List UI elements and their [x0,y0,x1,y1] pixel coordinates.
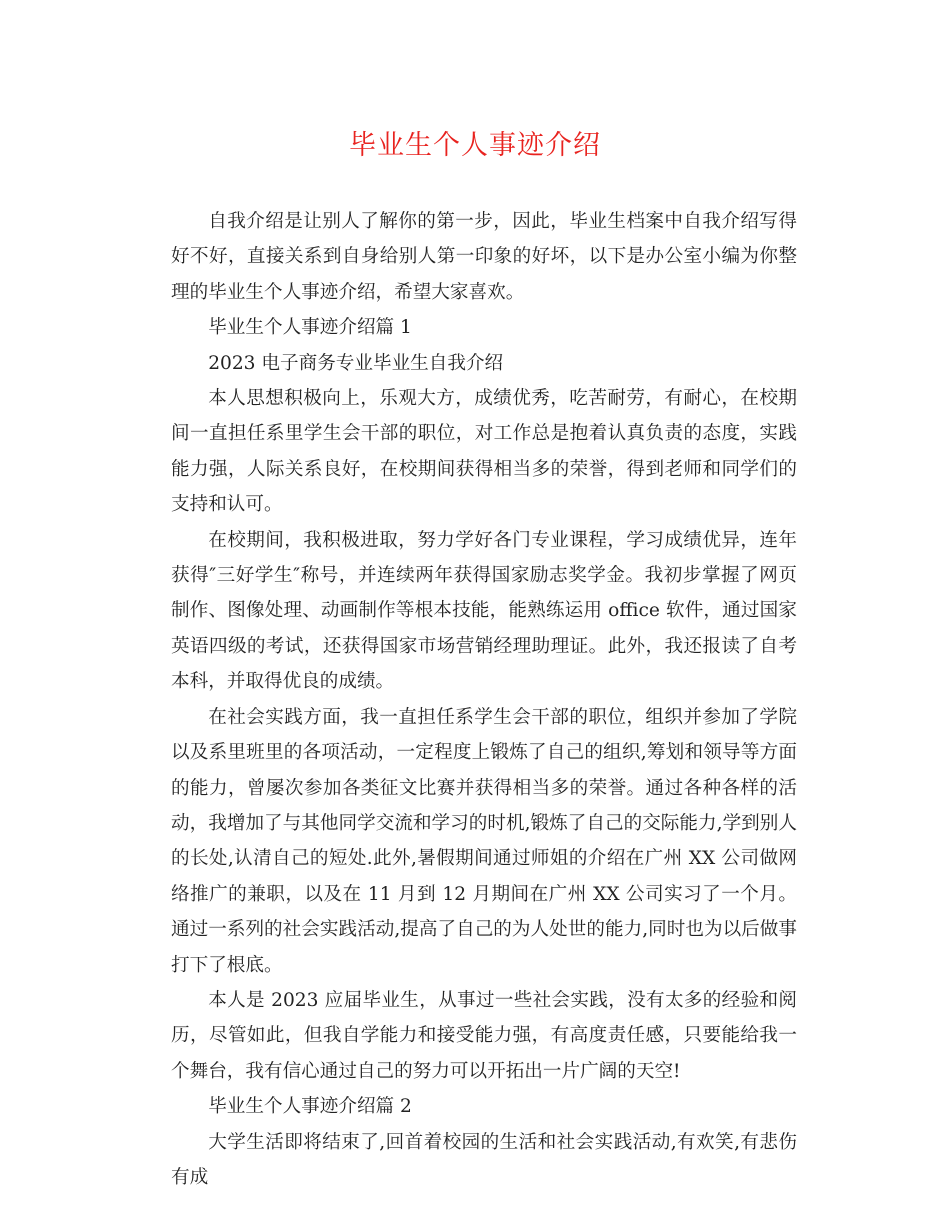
document-body [171,204,797,1195]
section-heading-1: 毕业生个人事迹介绍篇 1 [208,317,412,339]
body-paragraph: 本人是 2023 应届毕业生，从事过一些社会实践，没有太多的经验和阅历，尽管如此，但我自学能力和接受能力强，有高度责任感，只要能给我一个舞台，我有信心通过自己的努力可以开拓出一片广阔的天空! [171,989,797,1082]
body-paragraph: 在社会实践方面，我一直担任系学生会干部的职位，组织并参加了学院以及系里班里的各项活动，一定程度上锻炼了自己的组织,筹划和领导等方面的能力，曾屡次参加各类征文比赛并获得相当多的荣誉。通过各种各样的活动，我增加了与其他同学交流和学习的时机,锻炼了自己的交际能力,学到别人的长处,认清自己的短处.此外,暑假期间通过师姐的介绍在广州 XX 公司做网络推广的兼职，以及在 11 月到 12 月期间在广州 XX 公司实习了一个月。通过一系列的社会实践活动,提高了自己的为人处世的能力,同时也为以后做事打下了根底。 [171,706,797,976]
intro-paragraph: 自我介绍是让别人了解你的第一步，因此，毕业生档案中自我介绍写得好不好，直接关系到自身给别人第一印象的好坏，以下是办公室小编为你整理的毕业生个人事迹介绍，希望大家喜欢。 [171,211,797,303]
document-title: 毕业生个人事迹介绍 [349,130,601,161]
body-paragraph: 大学生活即将结束了,回首着校园的生活和社会实践活动,有欢笑,有悲伤有成 [171,1131,797,1188]
subsection-heading: 2023 电子商务专业毕业生自我介绍 [208,352,504,374]
body-paragraph: 本人思想积极向上，乐观大方，成绩优秀，吃苦耐劳，有耐心，在校期间一直担任系里学生会干部的职位，对工作总是抱着认真负责的态度，实践能力强，人际关系良好，在校期间获得相当多的荣誉，得到老师和同学们的支持和认可。 [171,388,797,516]
body-paragraph: 在校期间，我积极进取，努力学好各门专业课程，学习成绩优异，连年获得″三好学生″称号，并连续两年获得国家励志奖学金。我初步掌握了网页制作、图像处理、动画制作等根本技能，能熟练运用 office 软件，通过国家英语四级的考试，还获得国家市场营销经理助理证。此外，我还报读了自考本科，并取得优良的成绩。 [171,529,797,693]
section-heading-2: 毕业生个人事迹介绍篇 2 [208,1096,412,1118]
